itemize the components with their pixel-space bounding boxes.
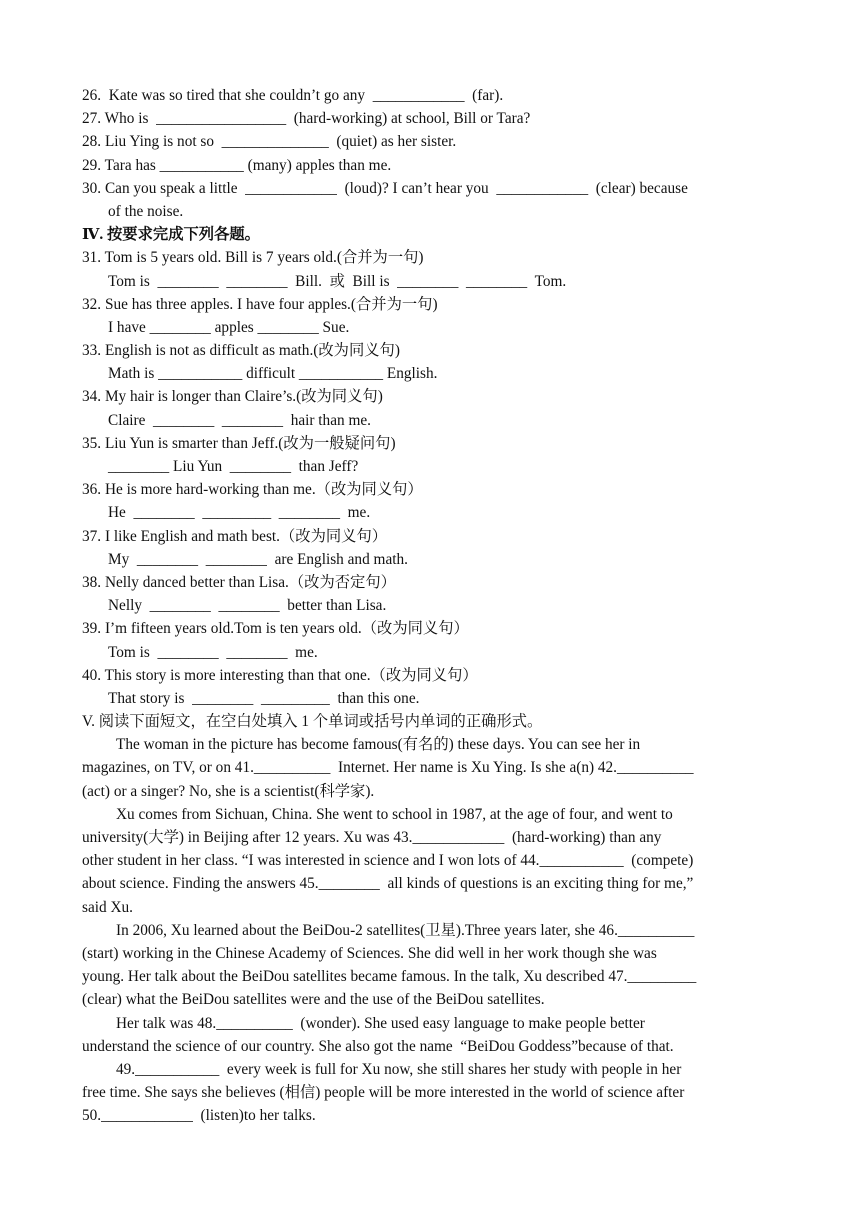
text-line: (act) or a singer? No, she is a scientist(科学家). xyxy=(82,782,375,800)
text-line: That story is ________ _________ than this one. xyxy=(108,689,420,707)
text-line: 30. Can you speak a little ____________ (loud)? I can’t hear you ____________ (clear) because xyxy=(82,179,688,197)
text-line: 29. Tara has ___________ (many) apples than me. xyxy=(82,156,392,174)
text-line: (start) working in the Chinese Academy of Sciences. She did well in her work though she was xyxy=(82,944,657,962)
text-line: 34. My hair is longer than Claire’s.(改为同义句) xyxy=(82,388,383,406)
text-line: university(大学) in Beijing after 12 years. Xu was 43.____________ (hard-working) than any xyxy=(82,829,662,846)
text-line: 28. Liu Ying is not so ______________ (quiet) as her sister. xyxy=(82,133,457,151)
text-line: 39. I’m fifteen years old.Tom is ten years old.（改为同义句） xyxy=(82,620,469,638)
text-line: 27. Who is _________________ (hard-working) at school, Bill or Tara? xyxy=(82,110,531,128)
text-line: V. 阅读下面短文，在空白处填入 1 个单词或括号内单词的正确形式。 xyxy=(82,713,543,731)
text-line: 37. I like English and math best.（改为同义句） xyxy=(82,527,388,545)
text-line: (clear) what the BeiDou satellites were and the use of the BeiDou satellites. xyxy=(82,991,545,1009)
text-line: Tom is ________ ________ Bill. 或 Bill is ________ ________ Tom. xyxy=(108,272,567,290)
text-line: The woman in the picture has become famous(有名的) these days. You can see her in xyxy=(116,736,641,754)
text-line: 50.____________ (listen)to her talks. xyxy=(82,1107,316,1125)
text-line: He ________ _________ ________ me. xyxy=(108,504,371,522)
text-line: Xu comes from Sichuan, China. She went to school in 1987, at the age of four, and went to xyxy=(116,805,673,823)
text-line: 49.___________ every week is full for Xu now, she still shares her study with people in her xyxy=(116,1060,682,1078)
text-line: 36. He is more hard-working than me.（改为同义句） xyxy=(82,481,423,499)
text-line: Nelly ________ ________ better than Lisa. xyxy=(108,597,387,615)
text-line: I have ________ apples ________ Sue. xyxy=(108,318,350,336)
text-line: Ⅳ. 按要求完成下列各题。 xyxy=(82,226,260,244)
text-line: 38. Nelly danced better than Lisa.（改为否定句） xyxy=(82,573,396,591)
text-line: young. Her talk about the BeiDou satellites became famous. In the talk, Xu described 47._________ xyxy=(82,968,697,986)
text-line: ________ Liu Yun ________ than Jeff? xyxy=(108,458,359,475)
text-line: 33. English is not as difficult as math.(改为同义句) xyxy=(82,342,400,360)
text-line: Math is ___________ difficult ___________ English. xyxy=(108,365,438,383)
text-line: said Xu. xyxy=(82,898,133,916)
text-line: In 2006, Xu learned about the BeiDou-2 satellites(卫星).Three years later, she 46.__________ xyxy=(116,921,695,939)
text-line: Claire ________ ________ hair than me. xyxy=(108,411,371,429)
text-line: magazines, on TV, or on 41.__________ Internet. Her name is Xu Ying. Is she a(n) 42.__________ xyxy=(82,759,694,777)
text-line: 40. This story is more interesting than that one.（改为同义句） xyxy=(82,666,478,684)
text-line: Tom is ________ ________ me. xyxy=(108,643,318,661)
text-line: about science. Finding the answers 45.________ all kinds of questions is an exciting thing for me,” xyxy=(82,875,694,893)
text-line: of the noise. xyxy=(108,202,184,220)
text-line: free time. She says she believes (相信) people will be more interested in the world of science after xyxy=(82,1084,685,1102)
text-line: 31. Tom is 5 years old. Bill is 7 years old.(合并为一句) xyxy=(82,249,424,267)
text-line: 35. Liu Yun is smarter than Jeff.(改为一般疑问句) xyxy=(82,434,396,452)
text-line: 26. Kate was so tired that she couldn’t go any ____________ (far). xyxy=(82,87,504,104)
text-line: understand the science of our country. She also got the name “BeiDou Goddess”because of that. xyxy=(82,1037,674,1055)
text-line: Her talk was 48.__________ (wonder). She used easy language to make people better xyxy=(116,1014,645,1032)
text-line: other student in her class. “I was interested in science and I won lots of 44.___________ (compete) xyxy=(82,852,694,870)
text-line: 32. Sue has three apples. I have four apples.(合并为一句) xyxy=(82,295,438,313)
worksheet-content xyxy=(82,84,782,1127)
text-line: My ________ ________ are English and math. xyxy=(108,550,408,568)
